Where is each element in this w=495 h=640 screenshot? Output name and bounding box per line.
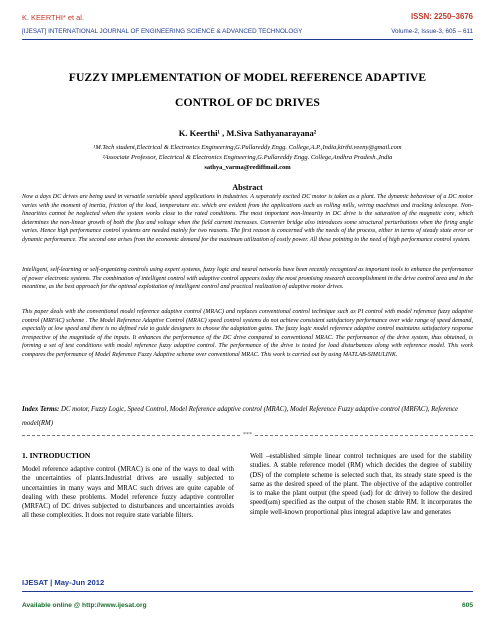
footer-url: Available online @ http://www.ijesat.org	[22, 602, 147, 609]
separator-line-left	[22, 435, 240, 436]
running-author: K. KEERTHI* et al.	[22, 13, 84, 22]
volume-info: Volume-2, Issue-3, 605 – 611	[391, 28, 473, 35]
issn-label: ISSN: 2250–3676	[411, 12, 473, 21]
separator-stars: ***	[243, 432, 252, 438]
paper-title-line-2: CONTROL OF DC DRIVES	[175, 96, 320, 109]
page-number: 605	[461, 602, 473, 609]
footer-issue: IJESAT | May-Jun 2012	[22, 578, 105, 587]
journal-name: [IJESAT] INTERNATIONAL JOURNAL OF ENGINEERING SCIENCE & ADVANCED TECHNOLOGY	[22, 28, 303, 35]
abstract-heading: Abstract	[232, 183, 263, 192]
index-terms	[22, 403, 473, 431]
abstract-paragraph-2: Intelligent, self-learning or self-organizing controls using expert systems, fuzzy logic and neural networks have been recently recognized as important tools to enhance the performance of power electronic systems. The combination of intelligent control with adaptive control appears today the most promising research accomplishment in the drive control area and in the meantime, as the best approach for the optimal exploitation of intelligent control and practical realization of adaptive motor drives.	[22, 267, 473, 291]
section-separator	[22, 432, 473, 438]
header-rule	[22, 39, 473, 40]
affiliation-email: sathya_varma@rediffmail.com	[204, 164, 291, 171]
index-terms-text: DC motor, Fuzzy Logic, Speed Control, Model Reference adaptive control (MRAC), Model Reference Fuzzy adaptive control (MRFAC), Reference model(RM)	[22, 406, 459, 427]
affiliation-1: ¹M.Tech student,Electrical & Electronics Engineering,G.Pullareddy Engg. College,A.P.,India,kirthi.veeny@gmail.com	[93, 144, 402, 151]
abstract-paragraph-3: This paper deals with the conventional model reference adaptive control (MRAC) and replaces conventional control technique such as PI control with model reference fuzzy adaptive control (MRFAC) scheme . The Model Reference Adaptive Control (MRAC) speed control systems do not achieve consistent satisfactory performance over wide range of speed demand, especially at low speed and there is no defined rule to guide designers to choose the adaptation gains. The fuzzy logic model reference adaptive control maintains satisfactory response irrespective of the magnitude of the inputs. It enhances the performance of the DC drive compared to conventional MRAC. The performance of the drive system, thus obtained, is forming a set of test conditions with model reference fuzzy adaptive control. The performance of the drive is tested for load disturbances along with reference model. This work compares the performance of Model Reference Fuzzy Adaptive scheme over conventional MRAC. This work is carried out by using MATLAB-SIMULINK.	[22, 309, 473, 358]
index-terms-label: Index Terms:	[22, 406, 60, 413]
affiliation-2: ²Associate Professor, Electrical & Electronics Engineering,G.Pullareddy Engg. College,Andhra Pradesh.,India	[102, 154, 393, 161]
introduction-left-column: Model reference adaptive control (MRAC) is one of the ways to deal with the uncertainties of plants.Industrial drives are usually subjected to uncertainties in many ways and MRAC such drives are quite capable of dealing with these problems. Model reference fuzzy adaptive controller (MRFAC) of DC drives subjected to disturbances and uncertainties avoids all these complexities. It does not require state variable filters.	[22, 466, 234, 520]
paper-title-line-1: FUZZY IMPLEMENTATION OF MODEL REFERENCE ADAPTIVE	[68, 71, 427, 84]
separator-line-right	[255, 435, 473, 436]
abstract-paragraph-1: Now a days DC drives are being used in versatile variable speed applications in industries. A separately excited DC motor is taken as a plant. The dynamic behaviour of a DC motor varies with the moment of inertia, friction of the load, temperature etc. which are evident from the applications such as rolling mills, wiring machines and tracking telescope. Non-linearities cannot be neglected when the system works close to the rated conditions. The most important non-linearity in DC drive is the saturation of the magnetic core, which determines the non-linear growth of both the flux and voltage when the field current increases. Converter bridge also introduces some structural perturbations when the firing angle varies. Hence high performance control systems are needed mainly for two reasons. The first reason is concerned with the needs of the process, either in terms of steady state error or dynamic performance. The second one arises from the economic demand for the maximum utilization of costly power. All these pointing to the need of high performance control system.	[22, 194, 473, 243]
introduction-heading: 1. INTRODUCTION	[22, 451, 91, 460]
author-list: K. Keerthi¹ , M.Siva Sathyanarayana²	[178, 128, 317, 138]
footer-rule	[22, 591, 473, 592]
introduction-right-column: Well –established simple linear control techniques are used for the stability studies. A stable reference model (RM) which decides the degree of stability (DS) of the complete scheme is selected such that, its steady state speed is the same as the desired speed of the plant. The objective of the adaptive controller is to make the plant output (the speed (ωd) for dc drive) to follow the desired speed(ωm) specified as the output of the chosen stable RM. It incorporates the simple well-known proportional plus integral adaptive law and generates	[250, 453, 472, 516]
